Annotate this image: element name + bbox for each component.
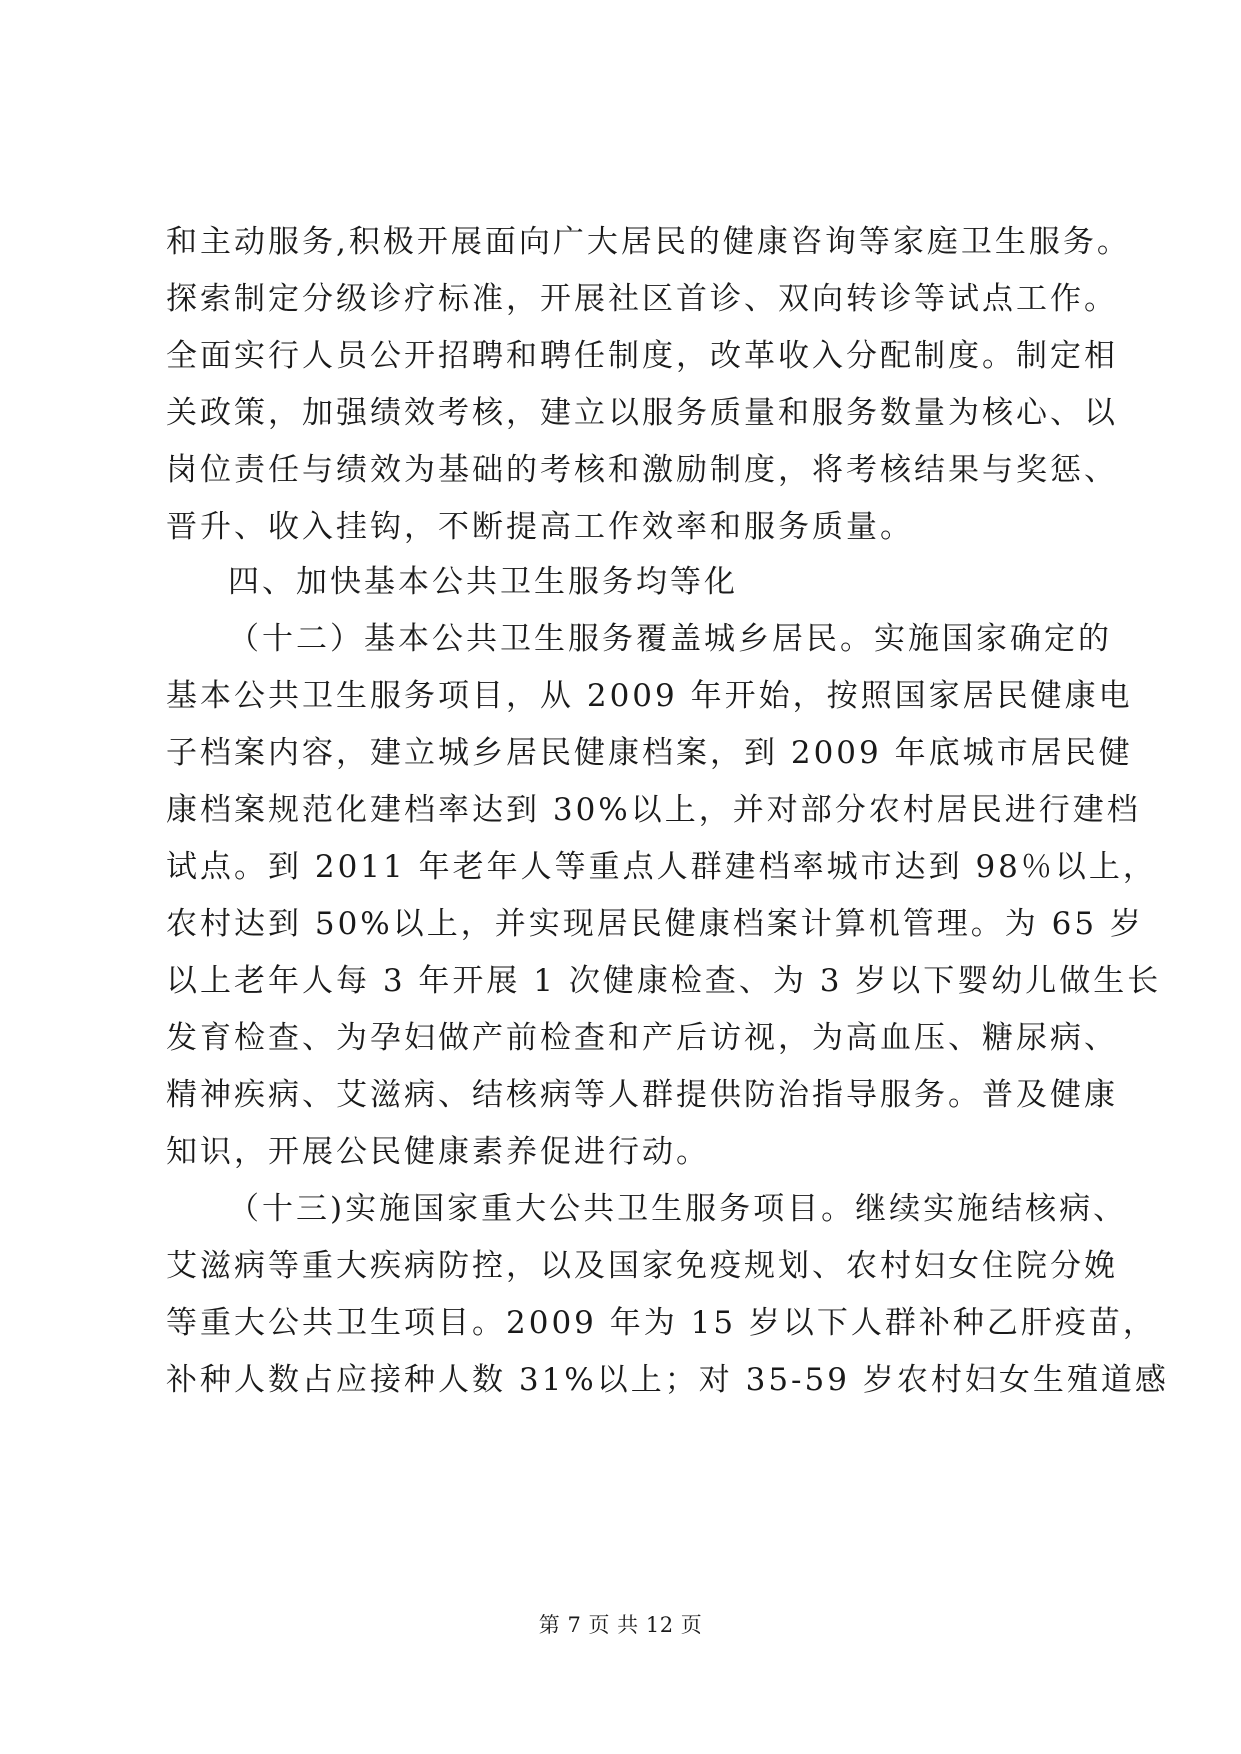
text-line: 和主动服务,积极开展面向广大居民的健康咨询等家庭卫生服务。 (166, 224, 1131, 260)
text-line: 精神疾病、艾滋病、结核病等人群提供防治指导服务。普及健康 (166, 1077, 1118, 1113)
text-line: 以上老年人每 3 年开展 1 次健康检查、为 3 岁以下婴幼儿做生长 (166, 963, 1162, 999)
text-line: 艾滋病等重大疾病防控，以及国家免疫规划、农村妇女住院分娩 (166, 1248, 1118, 1284)
text-line: 晋升、收入挂钩，不断提高工作效率和服务质量。 (166, 509, 914, 545)
text-line: 知识，开展公民健康素养促进行动。 (166, 1134, 710, 1170)
text-line: 关政策，加强绩效考核，建立以服务质量和服务数量为核心、以 (166, 395, 1118, 431)
text-line: 探索制定分级诊疗标准，开展社区首诊、双向转诊等试点工作。 (166, 281, 1118, 317)
text-line: 农村达到 50%以上，并实现居民健康档案计算机管理。为 65 岁 (166, 906, 1144, 942)
text-line: 等重大公共卫生项目。2009 年为 15 岁以下人群补种乙肝疫苗， (166, 1305, 1157, 1341)
text-line: 康档案规范化建档率达到 30%以上，并对部分农村居民进行建档 (166, 792, 1141, 828)
text-line: 发育检查、为孕妇做产前检查和产后访视，为高血压、糖尿病、 (166, 1020, 1118, 1056)
text-line: 岗位责任与绩效为基础的考核和激励制度，将考核结果与奖惩、 (166, 452, 1118, 488)
text-line: 补种人数占应接种人数 31%以上；对 35-59 岁农村妇女生殖道感 (166, 1362, 1169, 1398)
text-line: 试点。到 2011 年老年人等重点人群建档率城市达到 98％以上， (166, 849, 1157, 885)
page-footer: 第 7 页 共 12 页 (538, 1613, 703, 1637)
text-line: 基本公共卫生服务项目，从 2009 年开始，按照国家居民健康电 (166, 678, 1133, 714)
text-line: （十三)实施国家重大公共卫生服务项目。继续实施结核病、 (228, 1191, 1128, 1227)
section-heading: 四、加快基本公共卫生服务均等化 (228, 564, 738, 600)
text-line: 子档案内容，建立城乡居民健康档案，到 2009 年底城市居民健 (166, 735, 1133, 771)
text-line: 全面实行人员公开招聘和聘任制度，改革收入分配制度。制定相 (166, 338, 1118, 374)
text-line: （十二）基本公共卫生服务覆盖城乡居民。实施国家确定的 (228, 621, 1112, 657)
